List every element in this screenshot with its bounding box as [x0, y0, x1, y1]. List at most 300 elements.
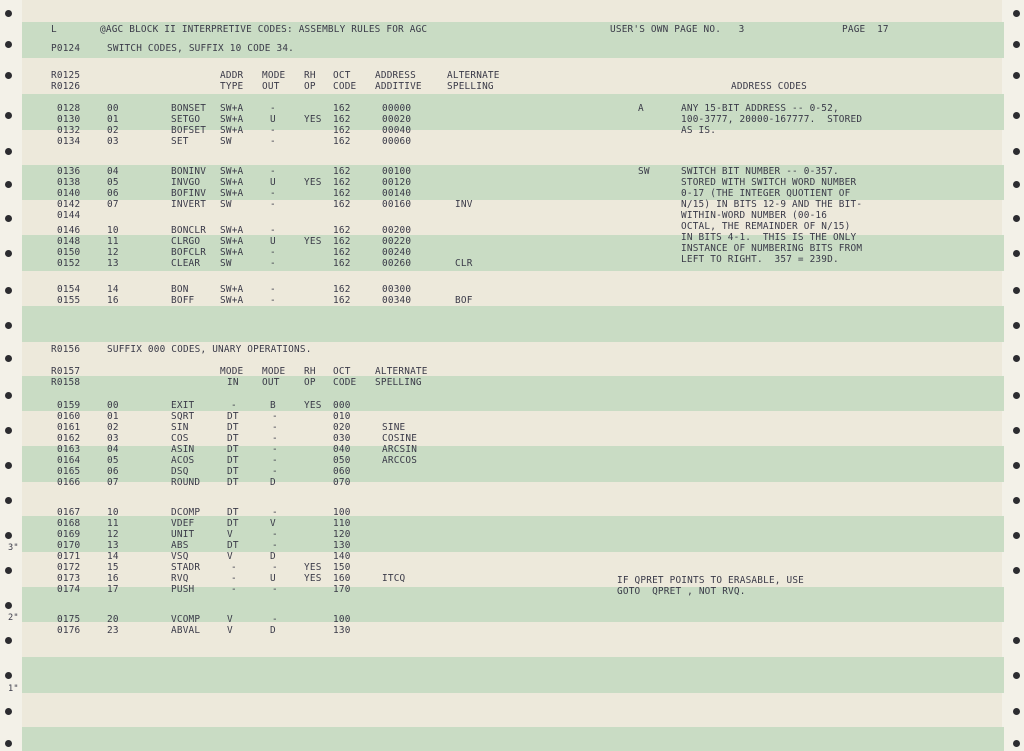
mode-out: - — [272, 411, 278, 422]
mnemonic: RVQ — [171, 573, 189, 584]
sprocket-hole — [1013, 215, 1020, 222]
suffix-code: 04 — [107, 166, 119, 177]
suffix-code: 01 — [107, 411, 119, 422]
suffix-code: 15 — [107, 562, 119, 573]
mode-out: - — [270, 199, 276, 210]
mode-out: D — [270, 551, 276, 562]
mode-out: - — [272, 507, 278, 518]
mnemonic: SQRT — [171, 411, 195, 422]
note-line: OCTAL, THE REMAINDER OF N/15) — [681, 221, 851, 232]
mode-in: DT — [227, 422, 239, 433]
mnemonic: SETGO — [171, 114, 201, 125]
mnemonic: VDEF — [171, 518, 195, 529]
suffix-code: 05 — [107, 455, 119, 466]
address-additive: 00220 — [382, 236, 412, 247]
line-number: 0175 — [57, 614, 81, 625]
note-line: STORED WITH SWITCH WORD NUMBER — [681, 177, 857, 188]
green-bar — [22, 516, 1004, 552]
column-header: SPELLING — [447, 81, 494, 92]
addr-type: SW+A — [220, 225, 244, 236]
suffix-code: 01 — [107, 114, 119, 125]
suffix-code: 12 — [107, 247, 119, 258]
mode-in: DT — [227, 411, 239, 422]
mode-out: - — [270, 188, 276, 199]
oct-code: 162 — [333, 295, 351, 306]
mode-out: - — [270, 125, 276, 136]
alternate-spelling: ARCSIN — [382, 444, 418, 455]
address-additive: 00120 — [382, 177, 412, 188]
rh-op: YES — [304, 236, 322, 247]
column-header: RH — [304, 70, 316, 81]
note-line: SWITCH BIT NUMBER -- 0-357. — [681, 166, 839, 177]
sprocket-hole — [5, 181, 12, 188]
section-line-number: P0124 — [51, 43, 81, 54]
mode-in: - — [231, 400, 237, 411]
oct-code: 150 — [333, 562, 351, 573]
address-additive: 00020 — [382, 114, 412, 125]
column-header: TYPE — [220, 81, 244, 92]
column-header: OP — [304, 377, 316, 388]
oct-code: 162 — [333, 177, 351, 188]
column-header: IN — [227, 377, 239, 388]
left-marker: L — [51, 24, 57, 35]
margin-mark: 3" — [8, 543, 19, 553]
oct-code: 120 — [333, 529, 351, 540]
line-number: R0158 — [51, 377, 81, 388]
sprocket-hole — [5, 462, 12, 469]
sprocket-hole — [1013, 637, 1020, 644]
green-bar — [22, 376, 1004, 411]
mnemonic: INVERT — [171, 199, 207, 210]
line-number: 0164 — [57, 455, 81, 466]
line-number: 0166 — [57, 477, 81, 488]
line-number: 0171 — [57, 551, 81, 562]
addr-type: SW+A — [220, 103, 244, 114]
column-header: ADDITIVE — [375, 81, 422, 92]
sprocket-hole — [1013, 322, 1020, 329]
line-number: 0140 — [57, 188, 81, 199]
line-number: 0174 — [57, 584, 81, 595]
mnemonic: BOFF — [171, 295, 195, 306]
column-header: OUT — [262, 81, 280, 92]
sprocket-hole — [5, 322, 12, 329]
line-number: R0157 — [51, 366, 81, 377]
line-number: 0128 — [57, 103, 81, 114]
rh-op: YES — [304, 562, 322, 573]
green-bar — [22, 446, 1004, 482]
section-title: SWITCH CODES, SUFFIX 10 CODE 34. — [107, 43, 295, 54]
mnemonic: STADR — [171, 562, 201, 573]
sprocket-hole — [5, 112, 12, 119]
suffix-code: 16 — [107, 295, 119, 306]
alternate-spelling: BOF — [455, 295, 473, 306]
mode-out: - — [272, 584, 278, 595]
suffix-code: 11 — [107, 236, 119, 247]
mode-out: U — [270, 177, 276, 188]
line-number: 0155 — [57, 295, 81, 306]
green-bar — [22, 657, 1004, 693]
note-line: IF QPRET POINTS TO ERASABLE, USE — [617, 575, 805, 586]
address-additive: 00300 — [382, 284, 412, 295]
column-header: ADDR — [220, 70, 244, 81]
column-header: OCT — [333, 366, 351, 377]
mnemonic: CLEAR — [171, 258, 201, 269]
note-line: AS IS. — [681, 125, 717, 136]
suffix-code: 17 — [107, 584, 119, 595]
oct-code: 162 — [333, 136, 351, 147]
mode-out: D — [270, 477, 276, 488]
mode-in: V — [227, 625, 233, 636]
rh-op: YES — [304, 573, 322, 584]
mode-out: D — [270, 625, 276, 636]
note-line: GOTO QPRET , NOT RVQ. — [617, 586, 746, 597]
address-additive: 00260 — [382, 258, 412, 269]
oct-code: 162 — [333, 247, 351, 258]
line-number: 0165 — [57, 466, 81, 477]
oct-code: 140 — [333, 551, 351, 562]
addr-type: SW+A — [220, 236, 244, 247]
mode-out: - — [270, 258, 276, 269]
suffix-code: 12 — [107, 529, 119, 540]
mode-in: DT — [227, 466, 239, 477]
suffix-code: 03 — [107, 136, 119, 147]
sprocket-hole — [5, 148, 12, 155]
line-number: 0173 — [57, 573, 81, 584]
mode-out: - — [270, 247, 276, 258]
note-line: IN BITS 4-1. THIS IS THE ONLY — [681, 232, 857, 243]
mode-out: U — [270, 573, 276, 584]
oct-code: 162 — [333, 166, 351, 177]
sprocket-hole — [5, 708, 12, 715]
address-codes-heading: ADDRESS CODES — [731, 81, 807, 92]
mode-in: DT — [227, 477, 239, 488]
mnemonic: PUSH — [171, 584, 195, 595]
mnemonic: ASIN — [171, 444, 195, 455]
alternate-spelling: COSINE — [382, 433, 418, 444]
oct-code: 030 — [333, 433, 351, 444]
page-title: @AGC BLOCK II INTERPRETIVE CODES: ASSEMBLY RULES FOR AGC — [100, 24, 428, 35]
suffix-code: 23 — [107, 625, 119, 636]
mode-in: DT — [227, 507, 239, 518]
suffix-code: 06 — [107, 188, 119, 199]
mnemonic: BONINV — [171, 166, 207, 177]
oct-code: 162 — [333, 114, 351, 125]
mnemonic: BOFSET — [171, 125, 207, 136]
line-number: 0130 — [57, 114, 81, 125]
mode-out: - — [270, 284, 276, 295]
mode-out: - — [272, 540, 278, 551]
alternate-spelling: INV — [455, 199, 473, 210]
address-additive: 00240 — [382, 247, 412, 258]
line-number: 0168 — [57, 518, 81, 529]
sprocket-hole — [5, 602, 12, 609]
oct-code: 130 — [333, 540, 351, 551]
sprocket-hole — [5, 427, 12, 434]
line-number: 0172 — [57, 562, 81, 573]
margin-mark: 1" — [8, 684, 19, 694]
suffix-code: 02 — [107, 125, 119, 136]
column-header: OCT — [333, 70, 351, 81]
line-number: 0134 — [57, 136, 81, 147]
column-header: CODE — [333, 81, 357, 92]
note-line: ANY 15-BIT ADDRESS -- 0-52, — [681, 103, 839, 114]
oct-code: 170 — [333, 584, 351, 595]
sprocket-hole — [1013, 708, 1020, 715]
addr-type: SW+A — [220, 177, 244, 188]
mode-in: - — [231, 584, 237, 595]
sprocket-hole — [1013, 740, 1020, 747]
mnemonic: DSQ — [171, 466, 189, 477]
oct-code: 100 — [333, 507, 351, 518]
mode-in: DT — [227, 540, 239, 551]
suffix-code: 14 — [107, 551, 119, 562]
oct-code: 010 — [333, 411, 351, 422]
mode-out: U — [270, 114, 276, 125]
suffix-code: 04 — [107, 444, 119, 455]
addr-type: SW+A — [220, 166, 244, 177]
oct-code: 130 — [333, 625, 351, 636]
mode-in: DT — [227, 433, 239, 444]
note-line: N/15) IN BITS 12-9 AND THE BIT- — [681, 199, 863, 210]
column-header: MODE — [220, 366, 244, 377]
suffix-code: 16 — [107, 573, 119, 584]
sprocket-hole — [1013, 72, 1020, 79]
note-line: WITHIN-WORD NUMBER (00-16 — [681, 210, 828, 221]
mode-out: - — [270, 103, 276, 114]
sprocket-hole — [5, 250, 12, 257]
address-additive: 00200 — [382, 225, 412, 236]
mode-in: DT — [227, 518, 239, 529]
addr-type: SW — [220, 199, 232, 210]
margin-mark: 2" — [8, 613, 19, 623]
column-header: ADDRESS — [375, 70, 416, 81]
addr-type: SW+A — [220, 247, 244, 258]
sprocket-hole — [5, 355, 12, 362]
sprocket-hole — [5, 532, 12, 539]
column-header: OP — [304, 81, 316, 92]
mnemonic: ACOS — [171, 455, 195, 466]
section-title: SUFFIX 000 CODES, UNARY OPERATIONS. — [107, 344, 312, 355]
suffix-code: 00 — [107, 103, 119, 114]
mnemonic: DCOMP — [171, 507, 201, 518]
suffix-code: 07 — [107, 199, 119, 210]
mnemonic: COS — [171, 433, 189, 444]
oct-code: 000 — [333, 400, 351, 411]
mode-in: - — [231, 562, 237, 573]
suffix-code: 00 — [107, 400, 119, 411]
sprocket-hole — [1013, 355, 1020, 362]
sprocket-hole — [1013, 287, 1020, 294]
sprocket-hole — [1013, 567, 1020, 574]
line-number: 0167 — [57, 507, 81, 518]
line-number: 0170 — [57, 540, 81, 551]
mnemonic: BONCLR — [171, 225, 207, 236]
mode-out: - — [272, 614, 278, 625]
oct-code: 162 — [333, 199, 351, 210]
suffix-code: 13 — [107, 258, 119, 269]
line-number: 0176 — [57, 625, 81, 636]
mode-out: - — [270, 295, 276, 306]
suffix-code: 03 — [107, 433, 119, 444]
column-header: MODE — [262, 366, 286, 377]
sprocket-hole — [1013, 392, 1020, 399]
alternate-spelling: ARCCOS — [382, 455, 418, 466]
suffix-code: 20 — [107, 614, 119, 625]
address-additive: 00340 — [382, 295, 412, 306]
alternate-spelling: SINE — [382, 422, 406, 433]
column-header: OUT — [262, 377, 280, 388]
mode-out: - — [272, 529, 278, 540]
suffix-code: 06 — [107, 466, 119, 477]
green-bar — [22, 727, 1004, 751]
alternate-spelling: CLR — [455, 258, 473, 269]
mode-in: V — [227, 529, 233, 540]
mode-in: V — [227, 614, 233, 625]
addr-type: SW — [220, 258, 232, 269]
address-additive: 00160 — [382, 199, 412, 210]
oct-code: 100 — [333, 614, 351, 625]
addr-type: SW+A — [220, 125, 244, 136]
mnemonic: VSQ — [171, 551, 189, 562]
oct-code: 060 — [333, 466, 351, 477]
page-number: PAGE 17 — [842, 24, 889, 35]
addr-type: SW+A — [220, 284, 244, 295]
line-number: R0125 — [51, 70, 81, 81]
green-bar — [22, 587, 1004, 622]
mode-in: - — [231, 573, 237, 584]
oct-code: 040 — [333, 444, 351, 455]
sprocket-hole — [1013, 672, 1020, 679]
mnemonic: ABS — [171, 540, 189, 551]
mnemonic: BONSET — [171, 103, 207, 114]
mnemonic: BON — [171, 284, 189, 295]
sprocket-hole — [5, 41, 12, 48]
section-line-number: R0156 — [51, 344, 81, 355]
line-number: 0138 — [57, 177, 81, 188]
mnemonic: SET — [171, 136, 189, 147]
oct-code: 162 — [333, 188, 351, 199]
column-header: SPELLING — [375, 377, 422, 388]
mode-in: V — [227, 551, 233, 562]
sprocket-hole — [1013, 427, 1020, 434]
mode-out: - — [272, 422, 278, 433]
oct-code: 162 — [333, 236, 351, 247]
sprocket-hole — [5, 740, 12, 747]
line-number: 0132 — [57, 125, 81, 136]
column-header: RH — [304, 366, 316, 377]
green-bar — [22, 165, 1004, 200]
line-number: 0154 — [57, 284, 81, 295]
oct-code: 160 — [333, 573, 351, 584]
line-number: 0142 — [57, 199, 81, 210]
address-additive: 00140 — [382, 188, 412, 199]
column-header: CODE — [333, 377, 357, 388]
line-number: 0169 — [57, 529, 81, 540]
rh-op: YES — [304, 400, 322, 411]
mnemonic: ROUND — [171, 477, 201, 488]
mnemonic: BOFCLR — [171, 247, 207, 258]
suffix-code: 05 — [107, 177, 119, 188]
line-number: 0148 — [57, 236, 81, 247]
sprocket-hole — [5, 287, 12, 294]
line-number: 0159 — [57, 400, 81, 411]
mnemonic: INVGO — [171, 177, 201, 188]
note-line: 100-3777, 20000-167777. STORED — [681, 114, 863, 125]
alternate-spelling: ITCQ — [382, 573, 406, 584]
sprocket-hole — [1013, 181, 1020, 188]
line-number: 0136 — [57, 166, 81, 177]
sprocket-hole — [1013, 497, 1020, 504]
suffix-code: 02 — [107, 422, 119, 433]
mode-out: B — [270, 400, 276, 411]
column-header: MODE — [262, 70, 286, 81]
line-number: R0126 — [51, 81, 81, 92]
rh-op: YES — [304, 114, 322, 125]
mode-out: - — [272, 466, 278, 477]
mnemonic: EXIT — [171, 400, 195, 411]
note-key: SW — [638, 166, 650, 177]
suffix-code: 13 — [107, 540, 119, 551]
suffix-code: 10 — [107, 507, 119, 518]
mode-out: U — [270, 236, 276, 247]
mode-out: - — [272, 444, 278, 455]
line-number: 0160 — [57, 411, 81, 422]
note-key: A — [638, 103, 644, 114]
addr-type: SW — [220, 136, 232, 147]
address-additive: 00040 — [382, 125, 412, 136]
sprocket-hole — [1013, 250, 1020, 257]
address-additive: 00100 — [382, 166, 412, 177]
oct-code: 162 — [333, 284, 351, 295]
green-bar — [22, 306, 1004, 342]
mode-out: - — [270, 166, 276, 177]
addr-type: SW+A — [220, 114, 244, 125]
rh-op: YES — [304, 177, 322, 188]
mode-out: - — [270, 225, 276, 236]
oct-code: 070 — [333, 477, 351, 488]
mode-in: DT — [227, 455, 239, 466]
sprocket-hole — [1013, 41, 1020, 48]
mode-out: V — [270, 518, 276, 529]
oct-code: 110 — [333, 518, 351, 529]
sprocket-hole — [5, 672, 12, 679]
mnemonic: ABVAL — [171, 625, 201, 636]
column-header: ALTERNATE — [375, 366, 428, 377]
mnemonic: UNIT — [171, 529, 195, 540]
line-number: 0163 — [57, 444, 81, 455]
suffix-code: 11 — [107, 518, 119, 529]
user-page-number: USER'S OWN PAGE NO. 3 — [610, 24, 745, 35]
mnemonic: CLRGO — [171, 236, 201, 247]
mnemonic: VCOMP — [171, 614, 201, 625]
mode-out: - — [272, 455, 278, 466]
mode-out: - — [272, 562, 278, 573]
note-line: 0-17 (THE INTEGER QUOTIENT OF — [681, 188, 851, 199]
sprocket-hole — [1013, 532, 1020, 539]
sprocket-hole — [5, 72, 12, 79]
line-number: 0146 — [57, 225, 81, 236]
address-additive: 00000 — [382, 103, 412, 114]
mnemonic: SIN — [171, 422, 189, 433]
suffix-code: 07 — [107, 477, 119, 488]
oct-code: 050 — [333, 455, 351, 466]
suffix-code: 10 — [107, 225, 119, 236]
oct-code: 162 — [333, 125, 351, 136]
line-number: 0152 — [57, 258, 81, 269]
mnemonic: BOFINV — [171, 188, 207, 199]
line-number: 0150 — [57, 247, 81, 258]
sprocket-hole — [5, 637, 12, 644]
